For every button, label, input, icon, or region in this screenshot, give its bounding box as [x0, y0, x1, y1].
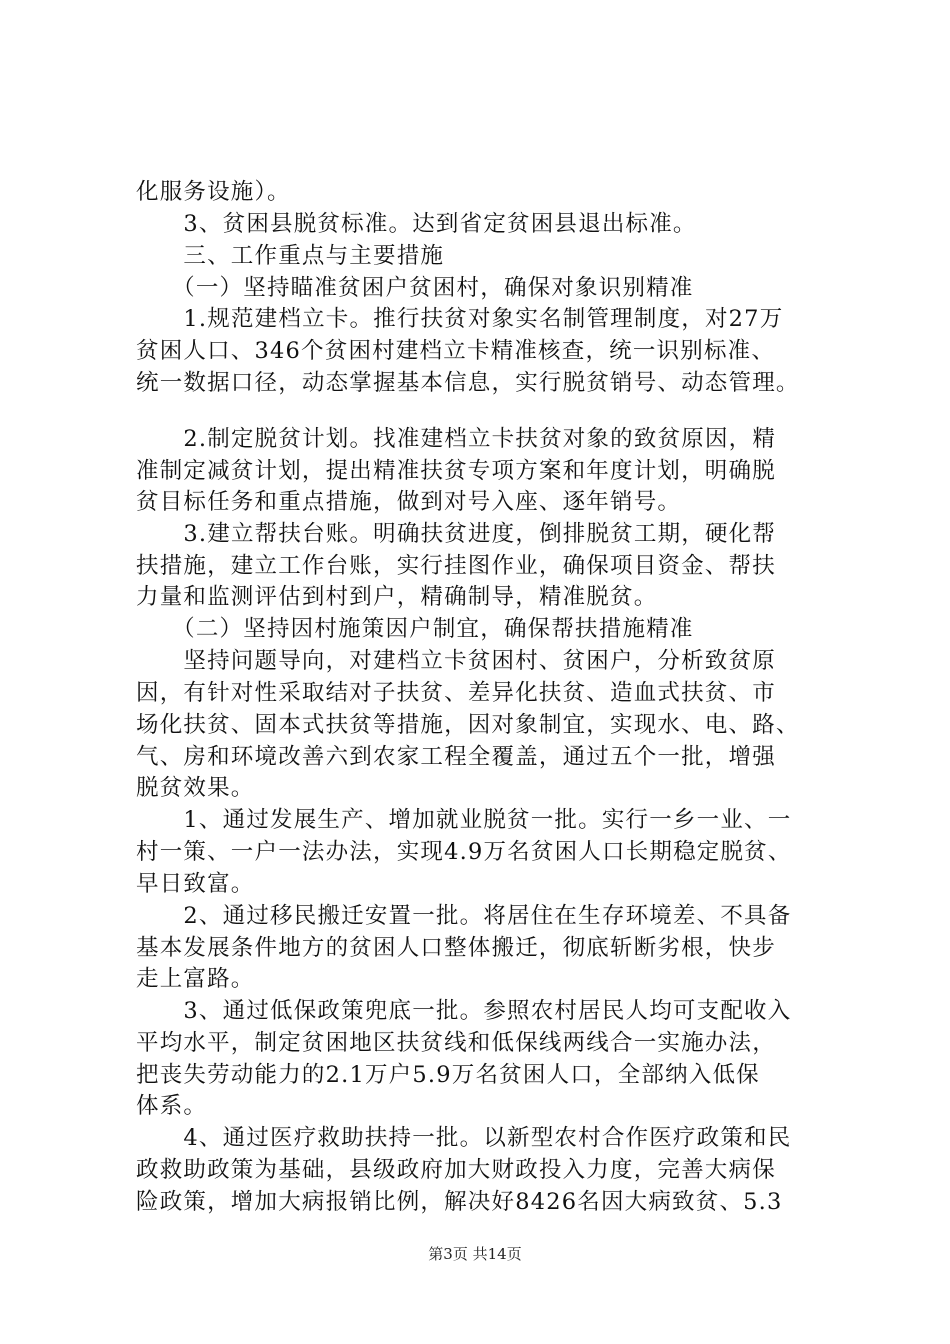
paragraph-line: 险政策，增加大病报销比例，解决好8426名因大病致贫、5.3 — [136, 1189, 783, 1215]
paragraph-line: 贫困人口、346个贫困村建档立卡精准核查，统一识别标准、 — [136, 338, 776, 364]
paragraph-line: 力量和监测评估到村到户，精确制导，精准脱贫。 — [136, 584, 658, 610]
paragraph-line: 走上富路。 — [136, 966, 255, 992]
paragraph-line: 三、工作重点与主要措施 — [136, 243, 445, 269]
paragraph-line: 基本发展条件地方的贫困人口整体搬迁，彻底斩断劣根，快步 — [136, 935, 776, 961]
paragraph-line: 坚持问题导向，对建档立卡贫困村、贫困户，分析致贫原 — [136, 648, 776, 674]
paragraph-line: 4、通过医疗救助扶持一批。以新型农村合作医疗政策和民 — [136, 1125, 792, 1151]
paragraph-line: 平均水平，制定贫困地区扶贫线和低保线两线合一实施办法， — [136, 1030, 776, 1056]
paragraph-line: （二）坚持因村施策因户制宜，确保帮扶措施精准 — [136, 616, 694, 642]
paragraph-line: 气、房和环境改善六到农家工程全覆盖，通过五个一批，增强 — [136, 744, 776, 770]
paragraph-line: 体系。 — [136, 1093, 208, 1119]
paragraph-line: 贫目标任务和重点措施，做到对号入座、逐年销号。 — [136, 489, 682, 515]
paragraph-line: 扶措施，建立工作台账，实行挂图作业，确保项目资金、帮扶 — [136, 553, 776, 579]
paragraph-line: 村一策、一户一法办法，实现4.9万名贫困人口长期稳定脱贫、 — [136, 839, 792, 865]
paragraph-line: 政救助政策为基础，县级政府加大财政投入力度，完善大病保 — [136, 1157, 776, 1183]
paragraph-line: 场化扶贫、固本式扶贫等措施，因对象制宜，实现水、电、路、 — [136, 712, 800, 738]
page-footer: 第3页 共14页 — [428, 1245, 522, 1263]
paragraph-line: 2、通过移民搬迁安置一批。将居住在生存环境差、不具备 — [136, 903, 792, 929]
paragraph-line: 因，有针对性采取结对子扶贫、差异化扶贫、造血式扶贫、市 — [136, 680, 776, 706]
paragraph-line: 1.规范建档立卡。推行扶贫对象实名制管理制度，对27万 — [136, 306, 784, 332]
paragraph-line: 准制定减贫计划，提出精准扶贫专项方案和年度计划，明确脱 — [136, 458, 776, 484]
paragraph-line: 把丧失劳动能力的2.1万户5.9万名贫困人口，全部纳入低保 — [136, 1062, 760, 1088]
paragraph-line: 早日致富。 — [136, 871, 255, 897]
paragraph-line: 脱贫效果。 — [136, 775, 255, 801]
paragraph-line: （一）坚持瞄准贫困户贫困村，确保对象识别精准 — [136, 275, 694, 301]
paragraph-line: 3、贫困县脱贫标准。达到省定贫困县退出标准。 — [136, 211, 697, 237]
paragraph-line: 3.建立帮扶台账。明确扶贫进度，倒排脱贫工期，硬化帮 — [136, 521, 777, 547]
paragraph-line: 3、通过低保政策兜底一批。参照农村居民人均可支配收入 — [136, 998, 792, 1024]
paragraph-line: 1、通过发展生产、增加就业脱贫一批。实行一乡一业、一 — [136, 807, 792, 833]
paragraph-line: 化服务设施）。 — [136, 179, 291, 205]
paragraph-line: 2.制定脱贫计划。找准建档立卡扶贫对象的致贫原因，精 — [136, 426, 777, 452]
paragraph-line: 统一数据口径，动态掌握基本信息，实行脱贫销号、动态管理。 — [136, 370, 800, 396]
